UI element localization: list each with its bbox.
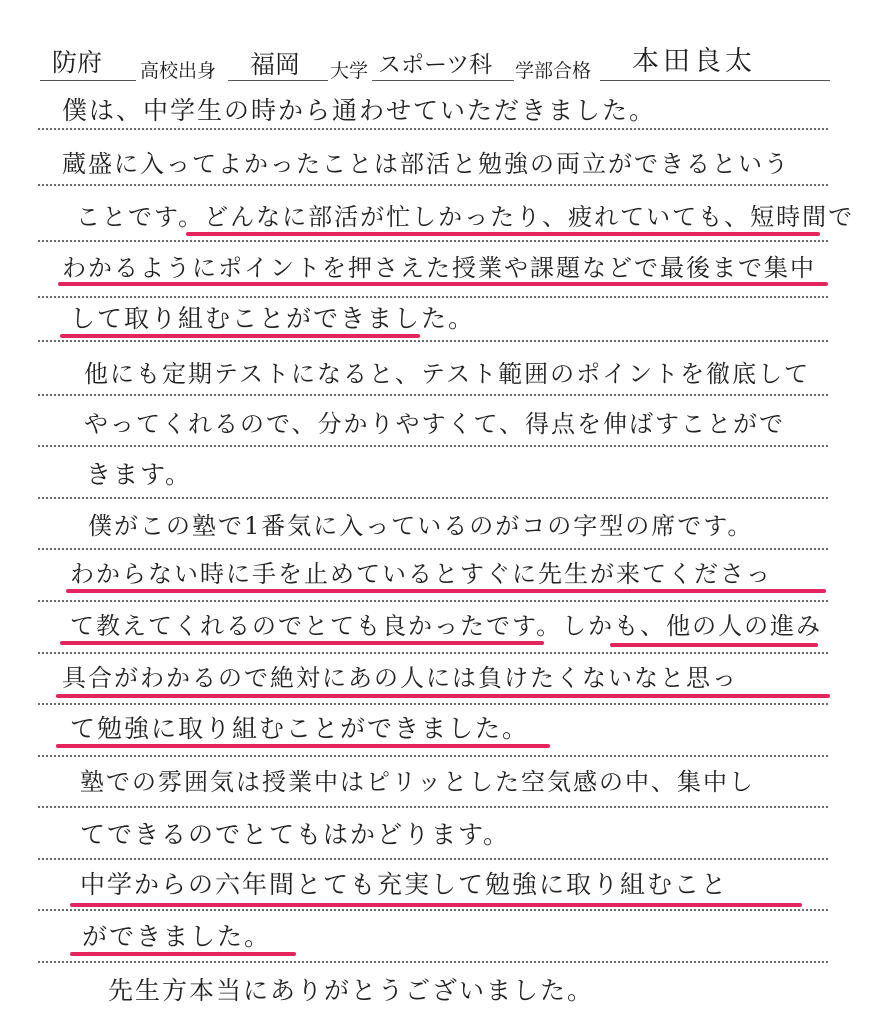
highlight-underline (610, 643, 818, 647)
ruled-line (38, 600, 828, 602)
text-line-18: 先生方本当にありがとうございました。 (108, 976, 595, 1005)
highlight-underline (186, 232, 820, 236)
highlight-underline (58, 282, 828, 286)
ruled-line (38, 497, 828, 499)
highlight-underline (56, 694, 830, 698)
name-blank (600, 80, 830, 81)
highlight-underline (56, 744, 550, 748)
ruled-line (38, 128, 828, 130)
text-line-8: きます。 (86, 460, 193, 489)
ruled-line (38, 755, 828, 757)
text-line-6: 他にも定期テストになると、テスト範囲のポイントを徹底して (84, 360, 811, 388)
text-line-1: 僕は、中学生の時から通わせていただきました。 (62, 96, 657, 125)
ruled-line (38, 961, 828, 963)
university-suffix: 大学 (330, 60, 369, 82)
ruled-line (38, 548, 828, 550)
text-line-2: 蔵盛に入ってよかったことは部活と勉強の両立ができるという (62, 150, 790, 178)
text-line-14: 塾での雰囲気は授業中はピリッとした空気感の中、集中し (80, 768, 756, 796)
faculty-blank (372, 80, 514, 81)
school-name: 防府 (52, 48, 103, 77)
ruled-line (38, 806, 828, 808)
text-line-3: ことです。どんなに部活が忙しかったり、疲れていても、短時間で (76, 203, 855, 231)
student-name: 本田良太 (632, 46, 756, 77)
text-line-12: 具合がわかるので絶対にあの人には負けたくないなと思っ (62, 664, 738, 692)
highlight-underline (66, 589, 826, 593)
header-row (0, 0, 875, 100)
ruled-line (38, 909, 828, 911)
text-line-7: やってくれるので、分かりやすくて、得点を伸ばすことがで (84, 410, 786, 438)
text-line-5: して取り組むことができました。 (70, 304, 476, 333)
highlight-underline (60, 641, 544, 645)
text-line-10: わからない時に手を止めているとすぐに先生が来てくださっ (70, 560, 772, 588)
text-line-13: て勉強に取り組むことができました。 (70, 714, 530, 743)
university-name: 福岡 (250, 50, 301, 79)
text-line-9: 僕がこの塾で1番気に入っているのがコの字型の席です。 (88, 512, 754, 540)
text-line-15: てできるのでとてもはかどります。 (80, 820, 511, 849)
text-line-16: 中学からの六年間とても充実して勉強に取り組むこと (80, 870, 729, 899)
highlight-underline (70, 903, 802, 907)
school-blank (40, 80, 136, 81)
school-suffix: 高校出身 (140, 60, 217, 82)
ruled-line (38, 652, 828, 654)
ruled-line (38, 858, 828, 860)
text-line-11: て教えてくれるのでとても良かったです。しかも、他の人の進み (70, 612, 823, 640)
ruled-line (38, 445, 828, 447)
faculty-name: スポーツ科 (378, 52, 493, 78)
highlight-underline (70, 952, 296, 956)
ruled-line (38, 184, 828, 186)
ruled-line (38, 240, 828, 242)
ruled-line (38, 394, 828, 396)
ruled-line (38, 340, 828, 342)
ruled-line (38, 703, 828, 705)
text-line-17: ができました。 (82, 922, 272, 951)
faculty-suffix: 学部合格 (515, 60, 592, 82)
text-line-4: わかるようにポイントを押さえた授業や課題などで最後まで集中 (62, 254, 816, 282)
ruled-line (38, 296, 828, 298)
highlight-underline (60, 334, 420, 338)
university-blank (228, 80, 328, 81)
